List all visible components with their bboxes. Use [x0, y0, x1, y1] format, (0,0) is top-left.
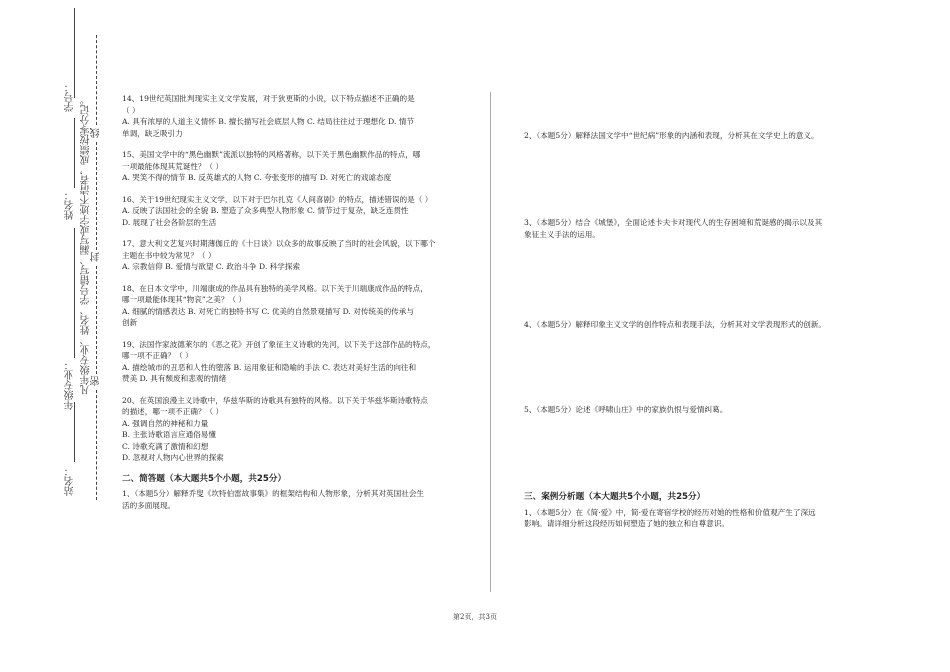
- major-label: 年级专业：: [65, 360, 76, 410]
- name-line: [74, 118, 75, 188]
- question-line: 19、法国作家波德莱尔的《恶之花》开创了象征主义诗歌的先河，以下关于这部作品的特点，: [122, 339, 436, 349]
- seal-dash-4: [96, 390, 97, 500]
- name-label: 姓名：: [65, 190, 76, 220]
- binding-warning: 凡年级专业、姓名、学号错写、漏写或字迹不清者，成绩按零分记。: [81, 95, 92, 395]
- question-line: A. 哭笑不得的情节 B. 反英雄式的人物 C. 夸张变形的描写 D. 对死亡的戏谑态度: [122, 173, 392, 182]
- short-answer-3: [524, 217, 869, 240]
- question-18: [122, 283, 467, 329]
- question-line: A. 宗教信仰 B. 爱情与欲望 C. 政治斗争 D. 科学探索: [122, 262, 301, 271]
- seal-char-xian: 线: [91, 128, 102, 138]
- short-answer-5: 5、（本题5分）论述《呼啸山庄》中的家族仇恨与爱情纠葛。: [524, 405, 728, 414]
- question-line: （ ）: [122, 105, 140, 115]
- question-16: [122, 194, 467, 229]
- case-analysis-section-title: 三、案例分析题（本大题共5个小题，共25分）: [524, 492, 706, 502]
- question-line: 20、在英国浪漫主义诗歌中，华兹华斯的诗歌具有独特的风格。以下关于华兹华斯诗歌特点: [122, 395, 428, 405]
- question-line: A. 具有浓厚的人道主义情怀 B. 擅长描写社会底层人物 C. 结局往往过于理想化 D. 情节: [122, 117, 414, 126]
- case-1-line: 1、（本题5分）在《简·爱》中，简·爱在寄宿学校的经历对她的性格和价值观产生了深远: [524, 507, 816, 517]
- question-line: 单调，缺乏吸引力: [122, 128, 183, 138]
- seal-dash-3: [96, 266, 97, 374]
- seal-dash-1: [96, 35, 97, 125]
- exam-center-label: 站名：: [65, 466, 76, 496]
- question-line: D. 忽视对人物内心世界的探索: [122, 453, 224, 462]
- question-line: D. 展现了社会各阶层的生活: [122, 217, 217, 227]
- question-line: A. 细腻的情感表达 B. 对死亡的独特书写 C. 优美的自然景观描写 D. 对传统美的传承与: [122, 306, 414, 316]
- short-answer-2: 2、（本题5分）解释法国文学中“世纪病”形象的内涵和表现，分析其在文学史上的意义。: [524, 131, 819, 140]
- student-id-label: 学号：: [65, 82, 76, 112]
- question-line: 哪一项不正确？（ ）: [122, 351, 193, 360]
- question-15: [122, 149, 467, 184]
- binding-margin: [0, 0, 110, 672]
- question-line: 17、意大利文艺复兴时期薄伽丘的《十日谈》以众多的故事反映了当时的社会风貌，以下哪个: [122, 239, 436, 248]
- multiple-choice-list: [122, 93, 467, 464]
- question-line: A. 强调自然的神秘和力量: [122, 418, 209, 428]
- short-answer-1: [122, 488, 467, 511]
- short-answer-4: 4、（本题5分）解释印象主义文学的创作特点和表现手法，分析其对文学表现形式的创新。: [524, 320, 827, 329]
- question-line: 14、19世纪英国批判现实主义文学发展，对于狄更斯的小说，以下特点描述不正确的是: [122, 94, 415, 103]
- question-line: 赞美 D. 具有颓废和悲观的情绪: [122, 374, 227, 383]
- question-line: 主题在书中较为常见？（ ）: [122, 250, 216, 260]
- question-line: 16、关于19世纪现实主义文学，以下对于巴尔扎克《人间喜剧》的特点，描述错误的是（ ）: [122, 194, 433, 204]
- case-analysis-section: [524, 492, 869, 530]
- question-line: C. 诗歌充满了激情和幻想: [122, 441, 209, 451]
- short-answer-3-line: 象征主义手法的运用。: [524, 229, 600, 239]
- question-line: 15、美国文学中的“黑色幽默”流派以独特的风格著称，以下关于黑色幽默作品的特点，哪: [122, 150, 421, 159]
- question-line: 的描述，哪一项不正确？（ ）: [122, 407, 224, 416]
- short-answer-3-line: 3、（本题5分）结合《城堡》，全面论述卡夫卡对现代人的生存困境和荒诞感的揭示以及其: [524, 218, 823, 227]
- short-answer-section-title: 二、简答题（本大题共5个小题，共25分）: [122, 473, 287, 484]
- column-divider: [490, 92, 491, 592]
- short-answer-1-line: 1、（本题5分）解释乔叟《坎特伯雷故事集》的框架结构和人物形象，分析其对英国社会生: [122, 489, 425, 498]
- seal-char-mi: 密: [91, 376, 102, 386]
- major-line: [74, 228, 75, 358]
- question-line: 18、在日本文学中，川端康成的作品具有独特的美学风格。以下关于川端康成作品的特点，: [122, 283, 428, 293]
- question-17: [122, 238, 467, 273]
- seal-dash-2: [96, 142, 97, 250]
- question-line: A. 描绘城市的丑恶和人性的堕落 B. 运用象征和隐喻的手法 C. 表达对美好生活的向往和: [122, 362, 417, 372]
- question-line: 创新: [122, 318, 138, 327]
- question-line: A. 反映了法国社会的全貌 B. 塑造了众多典型人物形象 C. 情节过于复杂，缺乏连贯性: [122, 206, 409, 215]
- center-line: [74, 402, 75, 462]
- seal-char-feng: 封: [91, 252, 102, 262]
- left-column: [122, 93, 467, 511]
- question-line: 哪一项最能体现其“物哀”之美？（ ）: [122, 295, 247, 304]
- question-20: [122, 395, 467, 464]
- case-1-line: 影响。请详细分析这段经历如何塑造了她的独立和自尊意识。: [524, 519, 730, 528]
- question-14: [122, 93, 467, 139]
- question-line: B. 主张诗歌语言应通俗易懂: [122, 430, 216, 439]
- question-19: [122, 339, 467, 385]
- question-line: 一项最能体现其荒诞性？（ ）: [122, 161, 224, 171]
- short-answer-1-line: 活的多面展现。: [122, 500, 176, 510]
- page-number: 第2页，共3页: [453, 613, 497, 621]
